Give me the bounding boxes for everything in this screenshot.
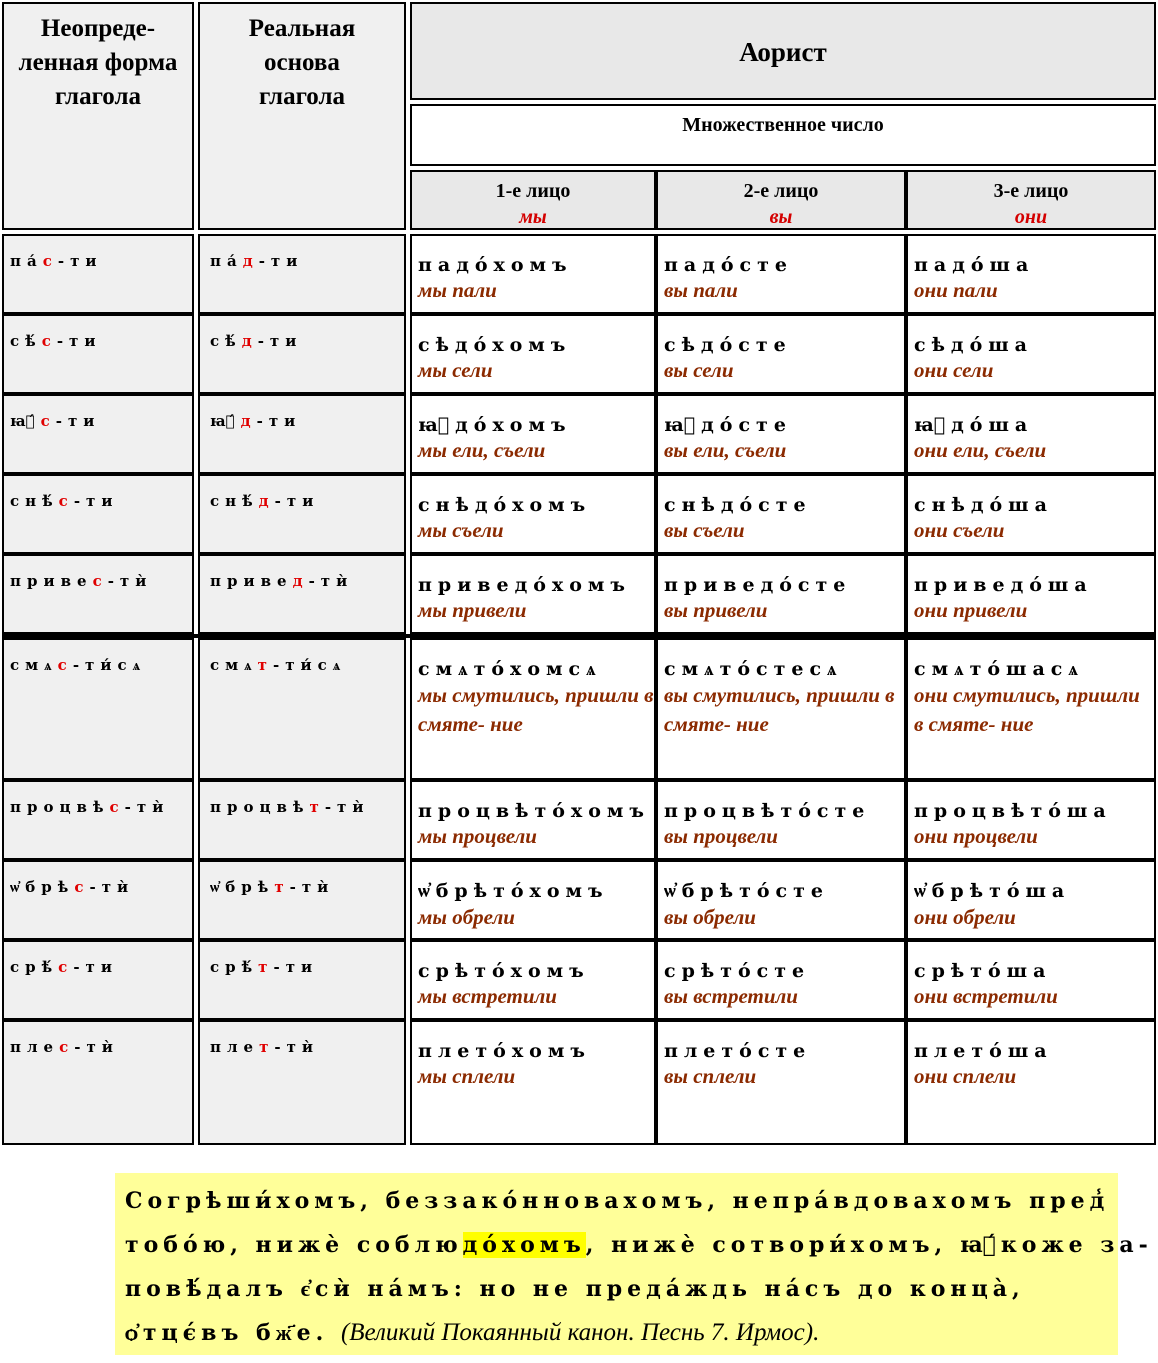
aorist-form: смѧто́шасѧ — [914, 658, 1084, 680]
stem-suffix: -ти — [256, 412, 302, 430]
stem-suffix: -тѝ — [324, 798, 370, 816]
header-infinitive-label: Неопреде-ленная форма глагола — [18, 15, 178, 110]
aorist-translation: вы смутились, пришли в смяте- ние — [664, 683, 895, 736]
infinitive-suffix: -тѝ — [74, 1038, 119, 1056]
infinitive-suffix: -тѝ — [107, 572, 153, 590]
aorist-form: приведо́хомъ — [418, 574, 631, 596]
aorist-cell-person-3 — [906, 1020, 1156, 1145]
stem-cell — [198, 940, 406, 1020]
stem-cell — [198, 314, 406, 394]
infinitive-suffix: -ти — [56, 332, 102, 350]
aorist-cell-person-2 — [656, 780, 906, 860]
infinitive-stem-letter: с — [74, 878, 90, 896]
header-person-3 — [906, 170, 1156, 230]
aorist-translation: вы привели — [664, 598, 768, 622]
infinitive-suffix: -ти — [55, 412, 101, 430]
infinitive-suffix: -тѝ — [89, 878, 135, 896]
aorist-translation: вы ели, съели — [664, 438, 787, 462]
group-separator — [2, 634, 1156, 638]
header-infinitive — [2, 2, 194, 230]
infinitive-stem-letter: с — [109, 798, 125, 816]
infinitive-stem-letter: с — [58, 492, 74, 510]
aorist-cell-person-1 — [410, 940, 656, 1020]
stem-prefix: смѧ — [210, 656, 258, 674]
aorist-form: ꙗ҆до́сте — [664, 414, 792, 436]
aorist-cell-person-3 — [906, 314, 1156, 394]
aorist-form: падо́хомъ — [418, 254, 573, 276]
quote-highlight: до́хомъ — [462, 1232, 586, 1258]
infinitive-cell — [2, 860, 194, 940]
aorist-translation: мы пали — [418, 278, 497, 302]
aorist-cell-person-2 — [656, 554, 906, 634]
stem-letter: д — [292, 572, 309, 590]
aorist-translation: мы процвели — [418, 824, 537, 848]
stem-suffix: -ти — [273, 958, 319, 976]
aorist-form: снѣдо́сте — [664, 494, 812, 516]
aorist-translation: мы смутились, пришли в смяте- ние — [418, 683, 654, 736]
aorist-cell-person-3 — [906, 554, 1156, 634]
stem-letter: т — [259, 1038, 275, 1056]
infinitive-suffix: -ти — [57, 252, 103, 270]
aorist-translation: они смутились, пришли в смяте- ние — [914, 683, 1140, 736]
quote-block — [115, 1173, 1153, 1355]
quote-line-3: повѣ́далъ є҆сѝ на́мъ: но не преда́ждь на́съ до конца̀, — [125, 1276, 1025, 1302]
aorist-cell-person-3 — [906, 780, 1156, 860]
infinitive-cell — [2, 780, 194, 860]
aorist-translation: они встретили — [914, 984, 1058, 1008]
quote-line-4 — [125, 1311, 1108, 1355]
stem-prefix: приве — [210, 572, 293, 590]
aorist-translation: мы съели — [418, 518, 504, 542]
header-person-2 — [656, 170, 906, 230]
aorist-cell-person-1 — [410, 234, 656, 314]
aorist-cell-person-1 — [410, 314, 656, 394]
infinitive-cell — [2, 940, 194, 1020]
aorist-form: приведо́сте — [664, 574, 852, 596]
aorist-translation: вы съели — [664, 518, 745, 542]
infinitive-cell — [2, 554, 194, 634]
aorist-cell-person-2 — [656, 394, 906, 474]
aorist-form: ѡ҆брѣто́хомъ — [418, 880, 609, 902]
infinitive-cell — [2, 234, 194, 314]
aorist-translation: они сплели — [914, 1064, 1017, 1088]
aorist-cell-person-1 — [410, 1020, 656, 1145]
infinitive-cell — [2, 638, 194, 780]
aorist-form: процвѣто́хомъ — [418, 800, 650, 822]
aorist-form: плето́ша — [914, 1040, 1053, 1062]
infinitive-stem-letter: с — [57, 656, 73, 674]
aorist-form: снѣдо́ша — [914, 494, 1053, 516]
infinitive-prefix: ꙗ҆́ — [10, 412, 41, 430]
infinitive-suffix: -ти — [73, 492, 119, 510]
aorist-form: смѧто́стесѧ — [664, 658, 843, 680]
stem-prefix: процвѣ — [210, 798, 310, 816]
header-plural — [410, 104, 1156, 166]
person-3-label: 3-е лицо — [993, 180, 1069, 202]
stem-prefix: пле — [210, 1038, 260, 1056]
infinitive-cell — [2, 314, 194, 394]
infinitive-prefix: смѧ — [10, 656, 58, 674]
aorist-cell-person-2 — [656, 638, 906, 780]
aorist-translation: мы сели — [418, 358, 493, 382]
aorist-form: процвѣто́ша — [914, 800, 1112, 822]
stem-letter: т — [258, 958, 274, 976]
aorist-cell-person-2 — [656, 314, 906, 394]
header-person-1 — [410, 170, 656, 230]
aorist-form: плето́хомъ — [418, 1040, 591, 1062]
aorist-form: падо́сте — [664, 254, 793, 276]
infinitive-stem-letter: с — [41, 332, 57, 350]
header-stem — [198, 2, 406, 230]
aorist-translation: вы сплели — [664, 1064, 757, 1088]
header-plural-label: Множественное число — [682, 114, 884, 136]
stem-letter: т — [274, 878, 290, 896]
stem-letter: т — [257, 656, 273, 674]
stem-cell — [198, 554, 406, 634]
aorist-cell-person-1 — [410, 394, 656, 474]
stem-cell — [198, 780, 406, 860]
aorist-cell-person-2 — [656, 1020, 906, 1145]
aorist-cell-person-2 — [656, 940, 906, 1020]
aorist-translation: они привели — [914, 598, 1028, 622]
stem-suffix: -ти — [258, 252, 304, 270]
aorist-form: срѣто́ша — [914, 960, 1052, 982]
aorist-cell-person-3 — [906, 940, 1156, 1020]
aorist-translation: мы привели — [418, 598, 527, 622]
person-1-pronoun: мы — [519, 206, 547, 228]
aorist-cell-person-3 — [906, 638, 1156, 780]
stem-cell — [198, 860, 406, 940]
quote-source: (Великий Покаянный канон. Песнь 7. Ирмос). — [340, 1319, 820, 1346]
stem-prefix: снѣ́ — [210, 492, 259, 510]
aorist-translation: вы обрели — [664, 905, 756, 929]
infinitive-prefix: снѣ́ — [10, 492, 59, 510]
aorist-form: сѣдо́хомъ — [418, 334, 572, 356]
stem-prefix: срѣ́ — [210, 958, 259, 976]
stem-cell — [198, 474, 406, 554]
aorist-form: ꙗ҆до́хомъ — [418, 414, 572, 436]
infinitive-cell — [2, 474, 194, 554]
stem-cell — [198, 394, 406, 474]
quote-line-2 — [125, 1223, 1153, 1267]
stem-cell — [198, 638, 406, 780]
aorist-translation: они пали — [914, 278, 998, 302]
aorist-cell-person-2 — [656, 860, 906, 940]
stem-suffix: -тѝ — [274, 1038, 320, 1056]
aorist-form: сѣдо́ша — [914, 334, 1033, 356]
aorist-translation: мы обрели — [418, 905, 515, 929]
aorist-form: приведо́ша — [914, 574, 1093, 596]
infinitive-suffix: -ти — [73, 958, 118, 976]
infinitive-prefix: па́ — [10, 252, 43, 270]
header-aorist — [410, 2, 1156, 100]
aorist-cell-person-3 — [906, 234, 1156, 314]
person-3-pronoun: они — [1014, 206, 1048, 228]
infinitive-suffix: -тѝ — [124, 798, 170, 816]
aorist-translation: мы сплели — [418, 1064, 516, 1088]
aorist-cell-person-1 — [410, 474, 656, 554]
infinitive-cell — [2, 394, 194, 474]
stem-letter: д — [240, 412, 257, 430]
infinitive-stem-letter: с — [92, 572, 108, 590]
header-aorist-label: Аорист — [739, 37, 827, 67]
aorist-translation: мы ели, съели — [418, 438, 546, 462]
aorist-cell-person-1 — [410, 554, 656, 634]
aorist-translation: вы процвели — [664, 824, 778, 848]
aorist-translation: они съели — [914, 518, 1005, 542]
aorist-form: срѣто́хомъ — [418, 960, 590, 982]
stem-cell — [198, 234, 406, 314]
aorist-translation: мы встретили — [418, 984, 557, 1008]
stem-prefix: ѡ҆брѣ — [210, 878, 275, 896]
aorist-form: снѣдо́хомъ — [418, 494, 592, 516]
quote-line-2a: тобо́ю, нижѐ соблю — [125, 1232, 463, 1258]
aorist-form: сѣдо́сте — [664, 334, 792, 356]
stem-prefix: сѣ́ — [210, 332, 242, 350]
infinitive-prefix: приве — [10, 572, 93, 590]
stem-letter: д — [241, 332, 258, 350]
stem-suffix: -ти — [274, 492, 320, 510]
stem-letter: д — [258, 492, 275, 510]
person-2-pronoun: вы — [769, 206, 793, 228]
stem-suffix: -тѝ — [289, 878, 335, 896]
aorist-form: ꙗ҆до́ша — [914, 414, 1034, 436]
aorist-cell-person-3 — [906, 474, 1156, 554]
aorist-translation: вы встретили — [664, 984, 798, 1008]
aorist-form: ѡ҆брѣто́ша — [914, 880, 1071, 902]
person-1-label: 1-е лицо — [495, 180, 571, 202]
aorist-translation: вы пали — [664, 278, 738, 302]
infinitive-prefix: пле — [10, 1038, 60, 1056]
aorist-translation: они обрели — [914, 905, 1016, 929]
aorist-form: плето́сте — [664, 1040, 812, 1062]
stem-cell — [198, 1020, 406, 1145]
aorist-form: падо́ша — [914, 254, 1035, 276]
infinitive-suffix: -ти́сѧ — [72, 656, 147, 674]
aorist-cell-person-2 — [656, 474, 906, 554]
infinitive-prefix: процвѣ — [10, 798, 110, 816]
infinitive-prefix: срѣ́ — [10, 958, 59, 976]
infinitive-prefix: ѡ҆брѣ — [10, 878, 75, 896]
aorist-cell-person-1 — [410, 638, 656, 780]
infinitive-prefix: сѣ́ — [10, 332, 42, 350]
aorist-cell-person-3 — [906, 394, 1156, 474]
aorist-form: ѡ҆брѣто́сте — [664, 880, 829, 902]
stem-suffix: -ти́сѧ — [272, 656, 347, 674]
infinitive-stem-letter: с — [58, 958, 74, 976]
aorist-cell-person-3 — [906, 860, 1156, 940]
infinitive-cell — [2, 1020, 194, 1145]
aorist-translation: они сели — [914, 358, 994, 382]
aorist-translation: они процвели — [914, 824, 1038, 848]
stem-prefix: па́ — [210, 252, 243, 270]
infinitive-stem-letter: с — [40, 412, 56, 430]
quote-line-2b: , нижѐ сотвори́хомъ, ꙗ҆́коже за- — [585, 1232, 1153, 1258]
aorist-form: процвѣто́сте — [664, 800, 871, 822]
aorist-cell-person-1 — [410, 780, 656, 860]
infinitive-stem-letter: с — [59, 1038, 75, 1056]
stem-letter: т — [309, 798, 325, 816]
quote-line-4-text: ѻ҆тцє́въ бж҃е. — [125, 1320, 329, 1346]
aorist-form: смѧто́хомсѧ — [418, 658, 602, 680]
aorist-form: срѣто́сте — [664, 960, 811, 982]
stem-prefix: ꙗ҆́ — [210, 412, 241, 430]
aorist-translation: вы сели — [664, 358, 734, 382]
aorist-cell-person-1 — [410, 860, 656, 940]
aorist-table — [2, 2, 1156, 1147]
aorist-cell-person-2 — [656, 234, 906, 314]
aorist-translation: они ели, съели — [914, 438, 1047, 462]
stem-suffix: -тѝ — [308, 572, 354, 590]
stem-suffix: -ти — [257, 332, 303, 350]
person-2-label: 2-е лицо — [743, 180, 819, 202]
stem-letter: д — [242, 252, 259, 270]
infinitive-stem-letter: с — [42, 252, 58, 270]
header-stem-label: Реальная основа глагола — [248, 15, 356, 110]
quote-line-1: Согрѣши́хомъ, беззако́нновахомъ, непра́вдовахомъ пред̾ — [125, 1188, 1110, 1214]
